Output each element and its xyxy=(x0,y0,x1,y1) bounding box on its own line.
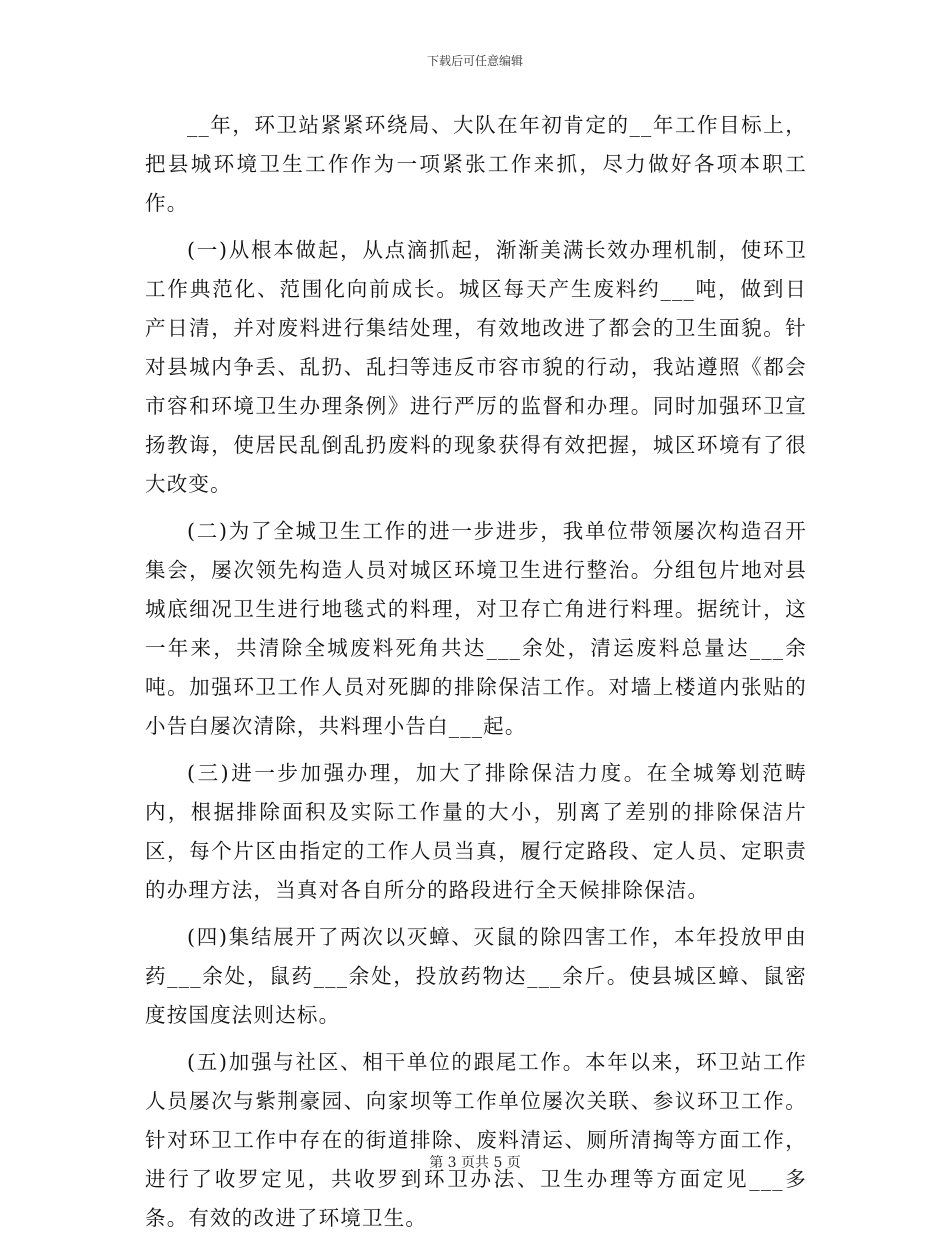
document-body xyxy=(145,106,807,1246)
paragraph-section-4: (四)集结展开了两次以灭蟑、灭鼠的除四害工作，本年投放甲由药___余处，鼠药___余处，投放药物达___余斤。使县城区蟑、鼠密度按国度法则达标。 xyxy=(145,925,807,1027)
page-number: 第 3 页共 5 页 xyxy=(429,1155,521,1171)
paragraph-section-3: (三)进一步加强办理，加大了排除保洁力度。在全城筹划范畴内，根据排除面积及实际工作量的大小，别离了差别的排除保洁片区，每个片区由指定的工作人员当真，履行定路段、定人员、定职责的办理方法，当真对各自所分的路段进行全天候排除保洁。 xyxy=(145,761,807,902)
paragraph-section-2: (二)为了全城卫生工作的进一步进步，我单位带领屡次构造召开集会，屡次领先构造人员对城区环境卫生进行整治。分组包片地对县城底细况卫生进行地毯式的料理，对卫存亡角进行料理。据统计，这一年来，共清除全城废料死角共达___余处，清运废料总量达___余吨。加强环卫工作人员对死脚的排除保洁工作。对墙上楼道内张贴的小告白屡次清除，共料理小告白___起。 xyxy=(145,519,807,738)
paragraph-intro: __年，环卫站紧紧环绕局、大队在年初肯定的__年工作目标上，把县城环境卫生工作作为一项紧张工作来抓，尽力做好各项本职工作。 xyxy=(145,113,807,215)
page-header: 下载后可任意编辑 xyxy=(426,54,523,68)
paragraph-section-5: (五)加强与社区、相干单位的跟尾工作。本年以来，环卫站工作人员屡次与紫荆豪园、向家坝等工作单位屡次关联、参议环卫工作。针对环卫工作中存在的街道排除、废料清运、厕所清掏等方面工作，进行了收罗定见，共收罗到环卫办法、卫生办理等方面定见___多条。有效的改进了环境卫生。 xyxy=(145,1050,807,1230)
paragraph-section-1: (一)从根本做起，从点滴抓起，渐渐美满长效办理机制，使环卫工作典范化、范围化向前成长。城区每天产生废料约___吨，做到日产日清，并对废料进行集结处理，有效地改进了都会的卫生面貌。针对县城内争丢、乱扔、乱扫等违反市容市貌的行动，我站遵照《都会市容和环境卫生办理条例》进行严厉的监督和办理。同时加强环卫宣扬教诲，使居民乱倒乱扔废料的现象获得有效把握，城区环境有了很大改变。 xyxy=(145,238,807,496)
